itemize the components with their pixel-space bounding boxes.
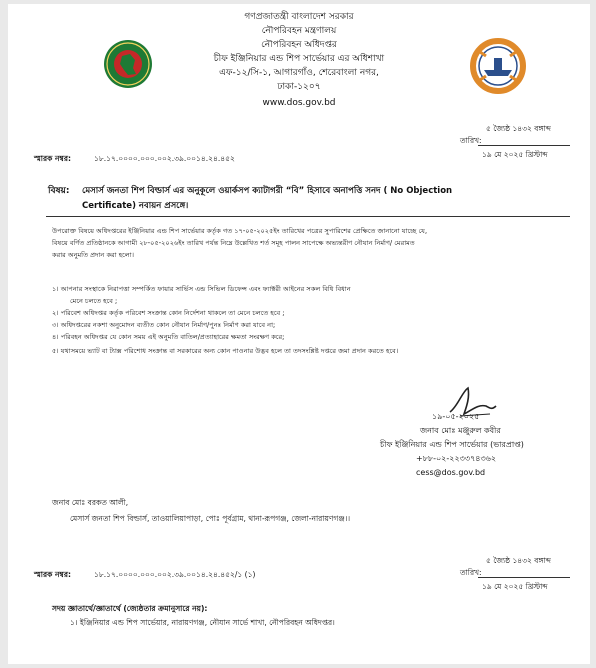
signatory-phone: +৮৮-০২-২২৩৩৭৪৩৬২ <box>416 454 497 463</box>
ref2-number: ১৮.১৭.০০০০.০০০.০০২.৩৯.০০১৪.২৪.৪৫২/১ (১) <box>94 570 256 579</box>
header-city: ঢাকা-১২০৭ <box>277 82 321 92</box>
date-label: তারিখ: <box>460 136 482 145</box>
recipient-address: মেসার্স জনতা শিপ বিল্ডার্স, তাওয়ালিয়াপাড়া, পোঃ পূর্বগ্রাম, থানা-রূপগঞ্জ, জেলা-নারায়ণগঞ্জ।। <box>70 514 351 523</box>
subject-label: বিষয়: <box>48 186 70 196</box>
signature-date: ১৯-০৫-২০২৫ <box>432 412 480 421</box>
condition-item: ৪। পরিবহন অধিদপ্তর যে কোন সময় এই অনুমতি বাতিল/প্রত্যাহারের ক্ষমতা সংরক্ষণ করে; <box>52 333 285 341</box>
date-gregorian-2: ১৯ মে ২০২৫ খ্রিস্টাব্দ <box>482 582 548 591</box>
date-gregorian: ১৯ মে ২০২৫ খ্রিস্টাব্দ <box>482 150 548 159</box>
date-label-2: তারিখ: <box>460 568 482 577</box>
condition-item: মেনে চলতে হবে ; <box>70 297 118 305</box>
header-wing: চীফ ইঞ্জিনিয়ার এন্ড শিপ সার্ভেয়ার এর অধিশাখা <box>213 54 385 64</box>
ref2-label: স্মারক নম্বর: <box>34 570 71 579</box>
recipient-name: জনাব মোঃ বরকত আলী, <box>52 498 129 507</box>
signatory-name: জনাব মোঃ মঞ্জুরুল কবীর <box>420 426 501 435</box>
condition-item: ১। আপনার সংস্থাকে নিরাপত্তা সম্পর্কিত ফায়ার সার্ভিস এন্ড সিভিল ডিফেন্স এবং ফ্যাক্টরী আইনের সকল বিধি বিধান <box>52 285 351 293</box>
condition-item: ২। পরিবেশ অধিদপ্তর কর্তৃক পরিবেশ সংক্রান্ত কোন নির্দেশনা থাকলে তা মেনে চলতে হবে ; <box>52 309 285 317</box>
copy-heading: সদয় জ্ঞাতার্থে/জ্ঞাতার্থে (জ্যেষ্ঠতার ক্রমানুসারে নয়): <box>52 604 208 613</box>
body-line-2: বিষয়ে বর্ণিত প্রতিষ্ঠানকে আগামী ২৮-০৫-২০২৬ইং তারিখ পর্যন্ত নিম্নে উল্লেখিত শর্ত সমূহ পালন সাপেক্ষে অভ্যন্তরীণ নৌযান নির্মাণ/ মেরামত <box>52 239 415 247</box>
header-website[interactable]: www.dos.gov.bd <box>262 98 336 108</box>
header-government: গণপ্রজাতন্ত্রী বাংলাদেশ সরকার <box>244 12 354 22</box>
ref-number: ১৮.১৭.০০০০.০০০.০০২.৩৯.০০১৪.২৪.৪৫২ <box>94 154 235 163</box>
signatory-email[interactable]: cess@dos.gov.bd <box>416 468 486 477</box>
body-line-3: করার অনুমতি প্রদান করা হলো। <box>52 251 134 259</box>
condition-item: ৩। অধিদপ্তরের নকশা অনুমোদন ব্যতীত কোন নৌযান নির্মাণ/পুনঃ নির্মাণ করা যাবে না; <box>52 321 276 329</box>
header-address: এফ-১২/সি-১, আগারগাঁও, শেরেবাংলা নগর, <box>219 68 379 78</box>
document-page <box>8 4 590 664</box>
subject-line-2: Certificate) নবায়ন প্রসঙ্গে। <box>82 201 189 211</box>
date-bangla-2: ৫ জ্যৈষ্ঠ ১৪৩২ বঙ্গাব্দ <box>486 556 551 565</box>
subject-line-1: মেসার্স জনতা শিপ বিল্ডার্স এর অনুকূলে ওয়ার্কসপ ক্যাটাগরী “বি” হিসাবে অনাপত্তি সনদ ( No Objection <box>82 186 453 196</box>
signatory-title: চীফ ইঞ্জিনিয়ার এন্ড শিপ সার্ভেয়ার (ভারপ্রাপ্ত) <box>380 440 524 449</box>
condition-item: ৫। যথাসময়ে ভ্যাট বা ট্যাক্স পরিশোধ সংক্রান্ত বা সরকারের অন্য কোন পাওনার উদ্ভব হলে তা তদসংশ্লিষ্ট দপ্তরে জমা প্রদান করতে হবে। <box>52 347 399 355</box>
ref-label: স্মারক নম্বর: <box>34 154 71 163</box>
header-department: নৌপরিবহন অধিদপ্তর <box>261 40 337 50</box>
header-ministry: নৌপরিবহন মন্ত্রণালয় <box>261 26 337 36</box>
body-line-1: উপরোক্ত বিষয়ে অধিদপ্তরের ইঞ্জিনিয়ার এন্ড শিপ সার্ভেয়ার কর্তৃক গত ১৭-০৫-২০২৫ইং তারিখের পত্রের সুপারিশের প্রেক্ষিতে জানানো যাচ্ছে যে, <box>52 227 428 235</box>
copy-item: ১। ইঞ্জিনিয়ার এন্ড শিপ সার্ভেয়ার, নারায়ণগঞ্জ, নৌযান সার্ভে শাখা, নৌপরিবহন অধিদপ্তর। <box>70 618 335 627</box>
date-bangla: ৫ জ্যৈষ্ঠ ১৪৩২ বঙ্গাব্দ <box>486 124 551 133</box>
